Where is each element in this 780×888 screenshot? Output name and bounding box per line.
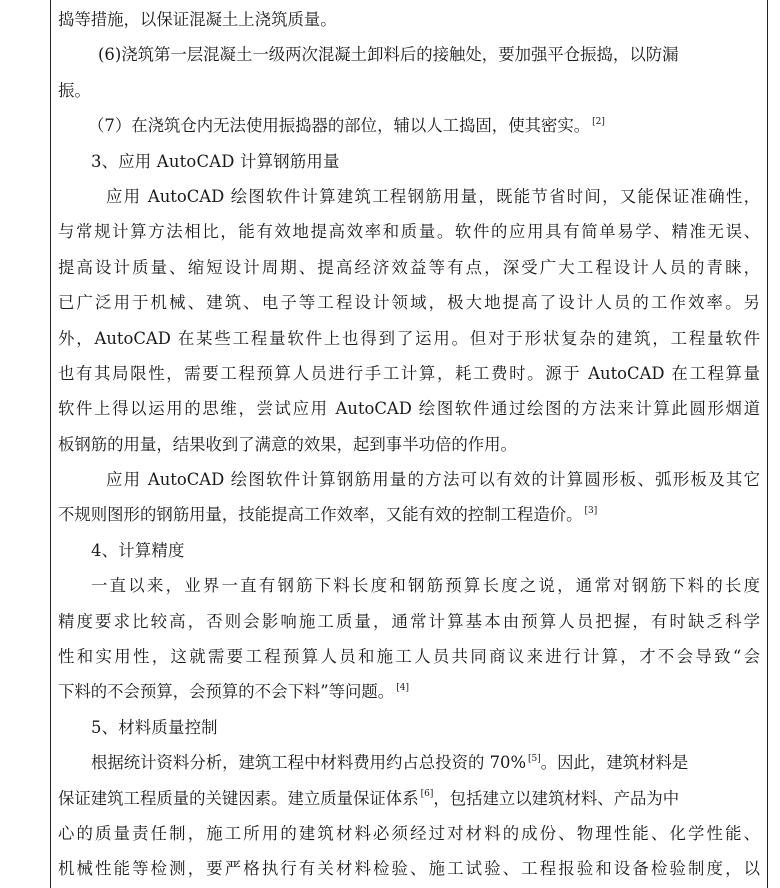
text-line-9: 已广泛用于机械、建筑、电子等工程设计领域，极大地提高了设计人员的工作效率。另 [58, 293, 760, 313]
text-line-1: 捣等措施，以保证混凝土上浇筑质量。 [58, 10, 337, 29]
text-line-17: 一直以来，业界一直有钢筋下料长度和钢筋预算长度之说，通常对钢筋下料的长度 [91, 576, 760, 596]
text-line-11: 也有其局限性，需要工程预算人员进行手工计算，耗工费时。源于 AutoCAD 在工程算量 [58, 363, 760, 383]
citation-2: [2] [592, 116, 605, 127]
text-line-20: 下料的不会预算，会预算的不会下料”等问题。 [4] [58, 682, 409, 702]
text-line-6: 应用 AutoCAD 绘图软件计算建筑工程钢筋用量，既能节省时间，又能保证准确性， [106, 186, 760, 206]
text-line-22: 根据统计资料分析，建筑工程中材料费用约占总投资的 70% [5]。因此，建筑材料是 [91, 753, 689, 773]
text-line-15: 不规则图形的钢筋用量，技能提高工作效率，又能有效的控制工程造价。 [3] [58, 505, 598, 525]
citation-4: [4] [396, 682, 409, 693]
text-line-23: 保证建筑工程质量的关键因素。建立质量保证体系 [6]，包括建立以建筑材料、产品为中 [58, 788, 680, 808]
citation-6: [6] [420, 789, 434, 800]
text-line-13: 板钢筋的用量，结果收到了满意的效果，起到事半功倍的作用。 [58, 434, 517, 454]
text-line-14: 应用 AutoCAD 绘图软件计算钢筋用量的方法可以有效的计算圆形板、弧形板及其它 [106, 470, 760, 490]
text-line-3: 振。 [58, 80, 91, 100]
section-heading-4: 4、计算精度 [91, 540, 185, 560]
section-heading-5: 5、材料质量控制 [91, 717, 218, 737]
text-line-10: 外，AutoCAD 在某些工程量软件上也得到了运用。但对于形状复杂的建筑，工程量软件 [58, 328, 760, 348]
citation-5: [5] [528, 753, 541, 764]
text-line-19: 性和实用性，这就需要工程预算人员和施工人员共同商议来进行计算，才不会导致“会 [58, 647, 760, 667]
text-line-7: 与常规计算方法相比，能有效地提高效率和质量。软件的应用具有简单易学、精准无误、 [58, 222, 760, 242]
section-heading-3: 3、应用 AutoCAD 计算钢筋用量 [91, 151, 340, 171]
document-page [50, 0, 768, 888]
text-line-4: （7）在浇筑仓内无法使用振捣器的部位，辅以人工捣固，使其密实。 [2] [88, 116, 605, 136]
text-line-18: 精度要求比较高，否则会影响施工质量，通常计算基本由预算人员把握，有时缺乏科学 [58, 611, 760, 631]
document-body [58, 2, 760, 887]
text-line-24: 心的质量责任制，施工所用的建筑材料必须经过对材料的成份、物理性能、化学性能、 [58, 823, 760, 843]
citation-3: [3] [584, 506, 598, 516]
text-line-2: (6)浇筑第一层混凝土一级两次混凝土卸料后的接触处，要加强平仓振捣，以防漏 [98, 45, 679, 65]
text-line-12: 软件上得以运用的思维，尝试应用 AutoCAD 绘图软件通过绘图的方法来计算此圆形烟道 [58, 399, 760, 419]
text-line-25: 机械性能等检测，要严格执行有关材料检验、施工试验、工程报验和设备检验制度，以 [58, 859, 760, 879]
text-line-8: 提高设计质量、缩短设计周期、提高经济效益等有点，深受广大工程设计人员的青睐， [58, 257, 760, 277]
